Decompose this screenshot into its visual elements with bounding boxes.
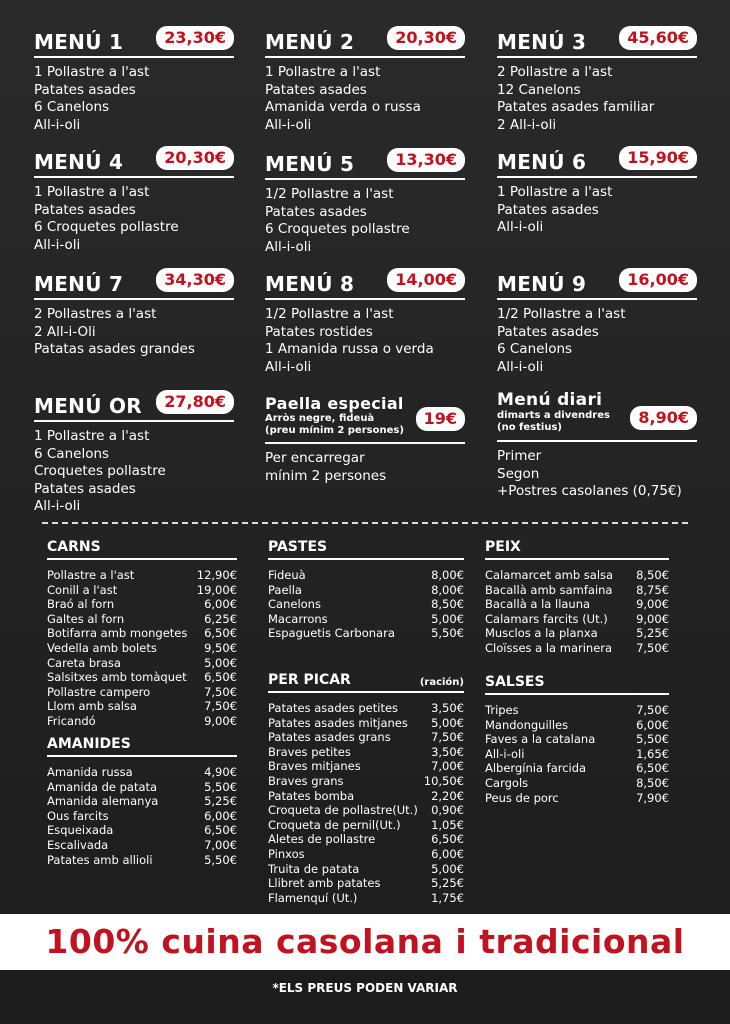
price-row (47, 809, 237, 824)
menu-price-badge: 20,30€ (387, 26, 465, 50)
price-list (47, 765, 237, 867)
dish-price: 6,00€ (204, 808, 237, 823)
dish-price: 5,00€ (431, 715, 464, 730)
dish-name: Botifarra amb mongetes (47, 626, 188, 641)
price-row (47, 685, 237, 700)
dish-price: 12,90€ (196, 568, 237, 582)
dish-name: Bacallà amb samfaina (485, 582, 613, 597)
dish-name: Calamarcet amb salsa (485, 568, 614, 582)
dish-price: 7,90€ (636, 790, 669, 805)
menu-card (34, 146, 234, 254)
dish-price: 8,50€ (636, 775, 669, 790)
price-list (485, 703, 669, 805)
dish-price: 7,50€ (204, 699, 237, 714)
menu-title: MENÚ 9 (497, 272, 587, 296)
dish-price: 8,00€ (431, 568, 464, 582)
menu-item: 12 Canelons (497, 81, 581, 98)
dish-price: 7,50€ (636, 703, 669, 717)
menu-item: Primer (497, 448, 542, 464)
dish-name: Flamenquí (Ut.) (268, 890, 358, 905)
dish-price: 7,50€ (431, 730, 464, 745)
section-title: SALSES (485, 674, 545, 690)
menu-card (265, 26, 465, 134)
dish-price: 1,75€ (431, 890, 464, 905)
menu-item: 1 Pollastre a l'ast (34, 64, 150, 80)
section-salses (485, 674, 669, 805)
price-row (268, 597, 464, 612)
dish-name: Galtes al forn (47, 611, 125, 626)
dish-price: 6,00€ (431, 846, 464, 861)
dish-price: 5,25€ (204, 794, 237, 809)
section-pastes (268, 539, 464, 641)
menu-price-badge: 13,30€ (387, 148, 465, 172)
dish-name: Croqueta de pollastre(Ut.) (268, 803, 418, 818)
menu-item: 1/2 Pollastre a l'ast (265, 186, 394, 202)
section-note: (ración) (419, 677, 464, 688)
dish-name: Aletes de pollastre (268, 832, 376, 847)
dish-price: 6,50€ (204, 670, 237, 685)
dish-name: Amanida russa (47, 765, 133, 779)
menu-card (34, 26, 234, 134)
menu-title: MENÚ 2 (265, 30, 355, 54)
price-row (268, 832, 464, 847)
menu-card (265, 268, 465, 376)
dish-price: 7,50€ (636, 640, 669, 655)
dish-name: Pinxos (268, 846, 305, 861)
menu-item: 1/2 Pollastre a l'ast (497, 306, 626, 322)
menu-item: All-i-oli (497, 358, 544, 375)
menu-title: MENÚ 5 (265, 152, 355, 176)
menu-price-badge: 15,90€ (619, 146, 697, 170)
menu-item: Per encarregar (265, 450, 365, 466)
price-row (47, 670, 237, 685)
menu-item: +Postres casolanes (0,75€) (497, 483, 682, 499)
slogan-banner: 100% cuina casolana i tradicional (0, 914, 730, 970)
price-row (47, 626, 237, 641)
price-disclaimer: *ELS PREUS PODEN VARIAR (272, 981, 458, 995)
price-row (268, 759, 464, 774)
price-row (485, 568, 669, 583)
menu-card (34, 390, 234, 516)
price-row (268, 626, 464, 641)
dish-name: Braves petites (268, 744, 351, 759)
dish-price: 10,50€ (423, 773, 464, 788)
dish-name: Patates asades petites (268, 701, 399, 715)
divider (268, 691, 464, 693)
menu-item: All-i-oli (34, 116, 81, 133)
dish-name: Ous farcits (47, 808, 109, 823)
dish-name: Canelons (268, 597, 321, 612)
menu-item: 6 Canelons (497, 341, 573, 357)
dish-name: Cargols (485, 775, 529, 790)
dish-name: Careta brasa (47, 655, 121, 670)
menu-item: 6 Croquetes pollastre (34, 219, 179, 235)
price-row (47, 656, 237, 671)
price-row (485, 776, 669, 791)
dish-price: 5,50€ (431, 626, 464, 641)
divider (268, 558, 464, 560)
menu-item: All-i-oli (34, 498, 81, 514)
menu-item: Patates asades (34, 201, 136, 218)
dish-price: 3,50€ (431, 744, 464, 759)
menu-item: All-i-oli (265, 116, 312, 133)
menu-title: MENÚ 3 (497, 30, 587, 54)
divider (265, 298, 465, 300)
price-row (47, 794, 237, 809)
price-row (268, 730, 464, 745)
price-row (485, 641, 669, 656)
dish-price: 5,50€ (636, 732, 669, 747)
dish-name: Macarrons (268, 611, 328, 626)
dish-price: 2,20€ (431, 788, 464, 803)
menu-item: Patates asades (34, 480, 136, 497)
price-row (47, 568, 237, 583)
dish-price: 5,00€ (431, 861, 464, 876)
menu-subtitle: Arròs negre, fideuà (265, 413, 375, 424)
divider (497, 176, 697, 178)
price-row (47, 641, 237, 656)
dish-name: Llibret amb patates (268, 876, 381, 891)
dish-name: Espaguetis Carbonara (268, 626, 395, 641)
price-row (268, 818, 464, 833)
price-row (268, 803, 464, 818)
menu-item: Croquetes pollastre (34, 463, 166, 479)
price-row (485, 626, 669, 641)
menu-item: 2 All-i-Oli (34, 323, 96, 340)
menu-title: MENÚ 7 (34, 272, 124, 296)
dish-price: 6,00€ (204, 597, 237, 612)
menu-title: MENÚ 1 (34, 30, 124, 54)
price-row (47, 853, 237, 868)
dish-price: 4,90€ (204, 765, 237, 779)
dish-price: 6,50€ (431, 832, 464, 847)
menu-price-badge: 34,30€ (156, 268, 234, 292)
price-row (268, 583, 464, 598)
menu-item: Patates asades (265, 81, 367, 98)
menu-subtitle: dimarts a divendres (497, 410, 610, 421)
menu-item: Segon (497, 465, 540, 482)
menu-card (265, 148, 465, 256)
menu-item: 1 Amanida russa o verda (265, 341, 434, 357)
dish-name: Fideuà (268, 568, 306, 582)
menu-item: Patates asades (265, 203, 367, 220)
menu-card (34, 268, 234, 359)
menu-item: Patates asades (34, 81, 136, 98)
menu-title: Paella especial (265, 394, 404, 413)
price-row (268, 862, 464, 877)
price-list (268, 568, 464, 641)
price-list (47, 568, 237, 729)
section-per-picar (268, 672, 464, 905)
divider (34, 298, 234, 300)
dish-price: 1,65€ (636, 746, 669, 761)
section-title: CARNS (47, 539, 101, 555)
dish-name: Patates asades grans (268, 730, 391, 745)
price-row (485, 732, 669, 747)
divider (497, 440, 697, 442)
menu-price-badge: 19€ (416, 407, 465, 431)
dish-name: Tripes (485, 703, 519, 717)
menu-item: Patates asades (497, 201, 599, 218)
price-row (47, 823, 237, 838)
price-row (268, 876, 464, 891)
dish-price: 6,50€ (204, 823, 237, 838)
dish-price: 9,00€ (204, 713, 237, 728)
dish-price: 5,50€ (204, 852, 237, 867)
section-title: PER PICAR (268, 672, 351, 688)
dish-name: Patates asades mitjanes (268, 715, 408, 730)
dish-name: Calamars farcits (Ut.) (485, 611, 608, 626)
menu-item: All-i-oli (265, 358, 312, 375)
divider (34, 56, 234, 58)
dish-price: 9,00€ (636, 611, 669, 626)
menu-item: Patates asades (497, 323, 599, 340)
menu-item: 2 Pollastre a l'ast (497, 64, 613, 80)
dish-price: 6,00€ (636, 717, 669, 732)
menu-card (265, 394, 465, 485)
dish-name: Llom amb salsa (47, 699, 137, 714)
menu-title: Menú diari (497, 390, 603, 410)
dish-price: 9,00€ (636, 597, 669, 612)
menu-item: Patates rostides (265, 323, 373, 340)
dashed-separator (42, 522, 688, 524)
dish-price: 5,50€ (204, 779, 237, 794)
dish-price: 7,00€ (204, 837, 237, 852)
section-title: PASTES (268, 539, 328, 555)
dish-name: Braves mitjanes (268, 759, 361, 774)
divider (34, 176, 234, 178)
price-row (47, 612, 237, 627)
divider (497, 298, 697, 300)
section-title: PEIX (485, 539, 521, 555)
menu-item: 1 Pollastre a l'ast (497, 184, 613, 200)
menu-title: MENÚ 4 (34, 150, 124, 174)
section-amanides (47, 736, 237, 867)
divider (47, 755, 237, 757)
price-row (485, 747, 669, 762)
divider (265, 442, 465, 444)
dish-name: Amanida de patata (47, 779, 158, 794)
price-row (485, 583, 669, 598)
menu-price-badge: 27,80€ (156, 390, 234, 414)
dish-price: 8,50€ (431, 597, 464, 612)
menu-item: 6 Canelons (34, 99, 110, 115)
price-row (268, 568, 464, 583)
dish-price: 5,00€ (431, 611, 464, 626)
menu-card (497, 268, 697, 376)
dish-price: 5,00€ (204, 655, 237, 670)
menu-item: 1 Pollastre a l'ast (265, 64, 381, 80)
dish-name: Patates amb allioli (47, 852, 153, 867)
price-row (47, 583, 237, 598)
dish-price: 8,50€ (636, 568, 669, 582)
price-row (47, 780, 237, 795)
dish-name: Escalivada (47, 837, 109, 852)
section-peix (485, 539, 669, 656)
menu-card (497, 146, 697, 237)
menu-card (497, 26, 697, 134)
menu-title: MENÚ 8 (265, 272, 355, 296)
dish-name: Fricandó (47, 713, 96, 728)
price-row (47, 714, 237, 729)
menu-item: Patatas asades grandes (34, 341, 195, 357)
menu-title: MENÚ 6 (497, 150, 587, 174)
dish-price: 0,90€ (431, 803, 464, 818)
menu-item: 6 Canelons (34, 445, 110, 462)
price-list (485, 568, 669, 656)
divider (265, 56, 465, 58)
divider (497, 56, 697, 58)
menu-item: 1 Pollastre a l'ast (34, 428, 150, 444)
dish-price: 8,00€ (431, 582, 464, 597)
menu-subtitle: (preu mínim 2 persones) (265, 425, 404, 436)
price-row (268, 716, 464, 731)
dish-name: All-i-oli (485, 746, 525, 761)
price-row (268, 612, 464, 627)
price-row (485, 612, 669, 627)
menu-price-badge: 20,30€ (156, 146, 234, 170)
divider (265, 178, 465, 180)
dish-price: 19,00€ (196, 582, 237, 597)
dish-name: Croqueta de pernil(Ut.) (268, 817, 401, 832)
menu-item: 1 Pollastre a l'ast (34, 184, 150, 200)
menu-item: All-i-oli (34, 236, 81, 253)
dish-name: Conill a l'ast (47, 582, 118, 597)
dish-name: Mandonguilles (485, 717, 569, 732)
divider (485, 693, 669, 695)
price-row (47, 699, 237, 714)
dish-price: 7,50€ (204, 684, 237, 699)
price-row (47, 838, 237, 853)
dish-name: Braves grans (268, 773, 344, 788)
price-row (485, 761, 669, 776)
menu-item: 6 Croquetes pollastre (265, 221, 410, 237)
price-row (268, 891, 464, 906)
menu-card (497, 390, 697, 501)
menu-price-badge: 14,00€ (387, 268, 465, 292)
dish-name: Amanida alemanya (47, 794, 159, 809)
menu-item: Patates asades familiar (497, 99, 655, 115)
menu-item: Amanida verda o russa (265, 99, 421, 115)
dish-name: Salsitxes amb tomàquet (47, 670, 187, 685)
dish-name: Truita de patata (268, 861, 360, 876)
dish-price: 6,50€ (204, 626, 237, 641)
dish-name: Vedella amb bolets (47, 640, 157, 655)
menu-price-badge: 16,00€ (619, 268, 697, 292)
price-row (268, 745, 464, 760)
dish-name: Patates bomba (268, 788, 355, 803)
divider (47, 558, 237, 560)
menu-price-badge: 23,30€ (156, 26, 234, 50)
menu-price-badge: 8,90€ (630, 406, 697, 430)
dish-price: 6,50€ (636, 761, 669, 776)
menu-subtitle: (no festius) (497, 422, 562, 433)
menu-item: 2 Pollastres a l'ast (34, 306, 157, 322)
price-row (47, 597, 237, 612)
dish-price: 7,00€ (431, 759, 464, 774)
dish-name: Paella (268, 582, 302, 597)
section-title: AMANIDES (47, 736, 131, 752)
menu-price-badge: 45,60€ (619, 26, 697, 50)
dish-name: Musclos a la planxa (485, 626, 598, 641)
dish-price: 8,75€ (636, 582, 669, 597)
dish-name: Esqueixada (47, 823, 114, 838)
dish-price: 6,25€ (204, 611, 237, 626)
price-row (47, 765, 237, 780)
dish-name: Bacallà a la llauna (485, 597, 591, 612)
dish-name: Albergínia farcida (485, 761, 587, 776)
dish-price: 1,05€ (431, 817, 464, 832)
dish-price: 5,25€ (431, 876, 464, 891)
menu-item: 1/2 Pollastre a l'ast (265, 306, 394, 322)
menu-item: All-i-oli (497, 219, 544, 235)
section-carns (47, 539, 237, 729)
price-row (268, 789, 464, 804)
price-row (485, 597, 669, 612)
dish-name: Pollastre a l'ast (47, 568, 135, 582)
menu-item: All-i-oli (265, 238, 312, 255)
price-list (268, 701, 464, 905)
menu-title: MENÚ OR (34, 394, 143, 418)
dish-price: 9,50€ (204, 640, 237, 655)
dish-price: 3,50€ (431, 701, 464, 715)
dish-name: Faves a la catalana (485, 732, 596, 747)
menu-item: 2 All-i-oli (497, 116, 557, 133)
dish-name: Peus de porc (485, 790, 559, 805)
price-row (268, 847, 464, 862)
price-row (485, 791, 669, 806)
dish-name: Braó al forn (47, 597, 115, 612)
dish-price: 5,25€ (636, 626, 669, 641)
price-row (268, 701, 464, 716)
price-row (485, 703, 669, 718)
price-row (268, 774, 464, 789)
divider (485, 558, 669, 560)
dish-name: Cloïsses a la marinera (485, 640, 613, 655)
price-row (485, 718, 669, 733)
dish-name: Pollastre campero (47, 684, 151, 699)
menu-item: mínim 2 persones (265, 467, 387, 484)
divider (34, 420, 234, 422)
